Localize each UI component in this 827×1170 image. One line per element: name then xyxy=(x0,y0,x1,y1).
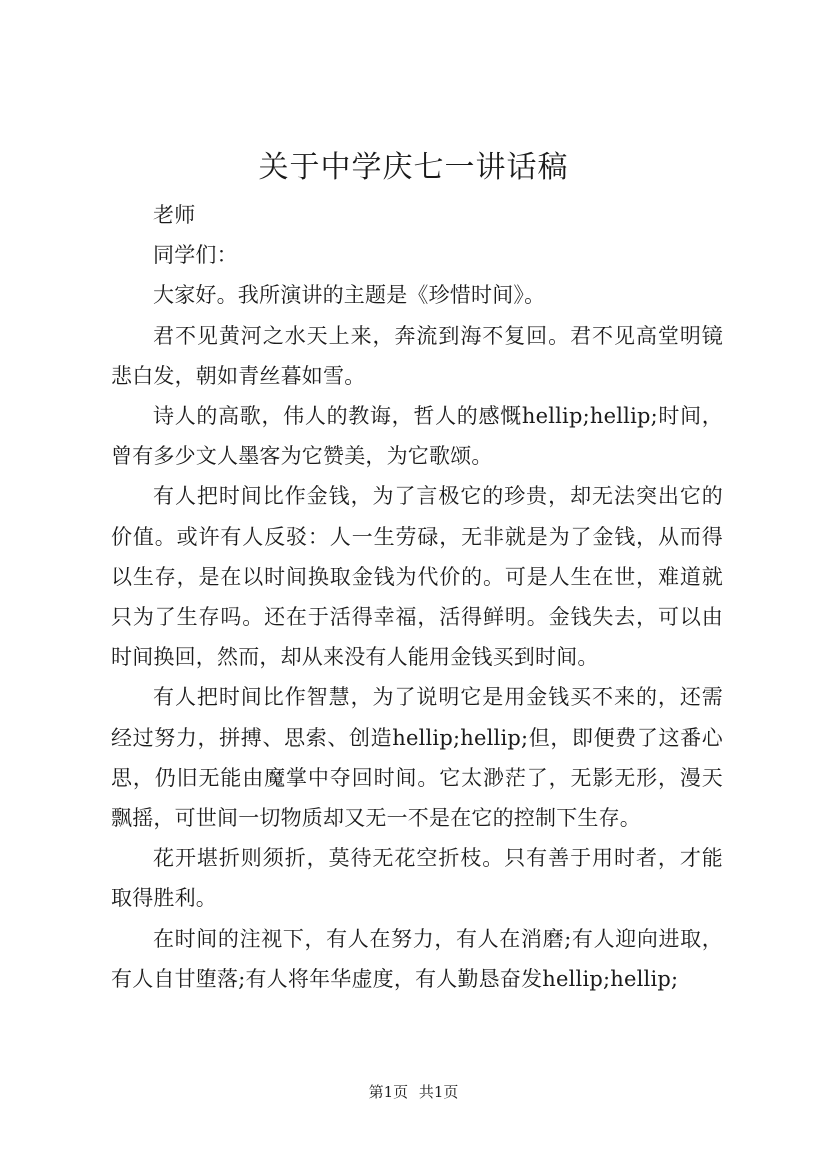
paragraph-salutation-teacher: 老师 xyxy=(153,203,196,227)
document-body xyxy=(111,195,723,999)
paragraph-poem: 君不见黄河之水天上来，奔流到海不复回。君不见高堂明镜悲白发，朝如青丝暮如雪。 xyxy=(111,323,723,388)
paragraph-salutation-students: 同学们： xyxy=(153,243,238,268)
page-number: 第1页 xyxy=(368,1083,409,1101)
paragraph-under-time: 在时间的注视下，有人在努力，有人在消磨;有人迎向进取，有人自甘堕落;有人将年华虚度，有人勤恳奋发hellip;hellip; xyxy=(111,926,723,991)
paragraph-flowers: 花开堪折则须折，莫待无花空折枝。只有善于用时者，才能取得胜利。 xyxy=(111,846,723,911)
page-footer xyxy=(0,1082,827,1102)
paragraph-time-money: 有人把时间比作金钱，为了言极它的珍贵，却无法突出它的价值。或许有人反驳：人一生劳碌，无非就是为了金钱，从而得以生存，是在以时间换取金钱为代价的。可是人生在世，难道就只为了生存吗。还在于活得幸福，活得鲜明。金钱失去，可以由时间换回，然而，却从来没有人能用金钱买到时间。 xyxy=(111,484,723,670)
paragraph-poets: 诗人的高歌，伟人的教诲，哲人的感慨hellip;hellip;时间，曾有多少文人墨客为它赞美，为它歌颂。 xyxy=(111,404,723,469)
paragraph-time-wisdom: 有人把时间比作智慧，为了说明它是用金钱买不来的，还需经过努力，拼搏、思索、创造hellip;hellip;但，即便费了这番心思，仍旧无能由魔掌中夺回时间。它太渺茫了，无影无形，漫天飘摇，可世间一切物质却又无一不是在它的控制下生存。 xyxy=(111,685,723,831)
page-total: 共1页 xyxy=(418,1083,459,1101)
paragraph-greeting: 大家好。我所演讲的主题是《珍惜时间》。 xyxy=(153,283,546,308)
document-title: 关于中学庆七一讲话稿 xyxy=(258,150,569,185)
